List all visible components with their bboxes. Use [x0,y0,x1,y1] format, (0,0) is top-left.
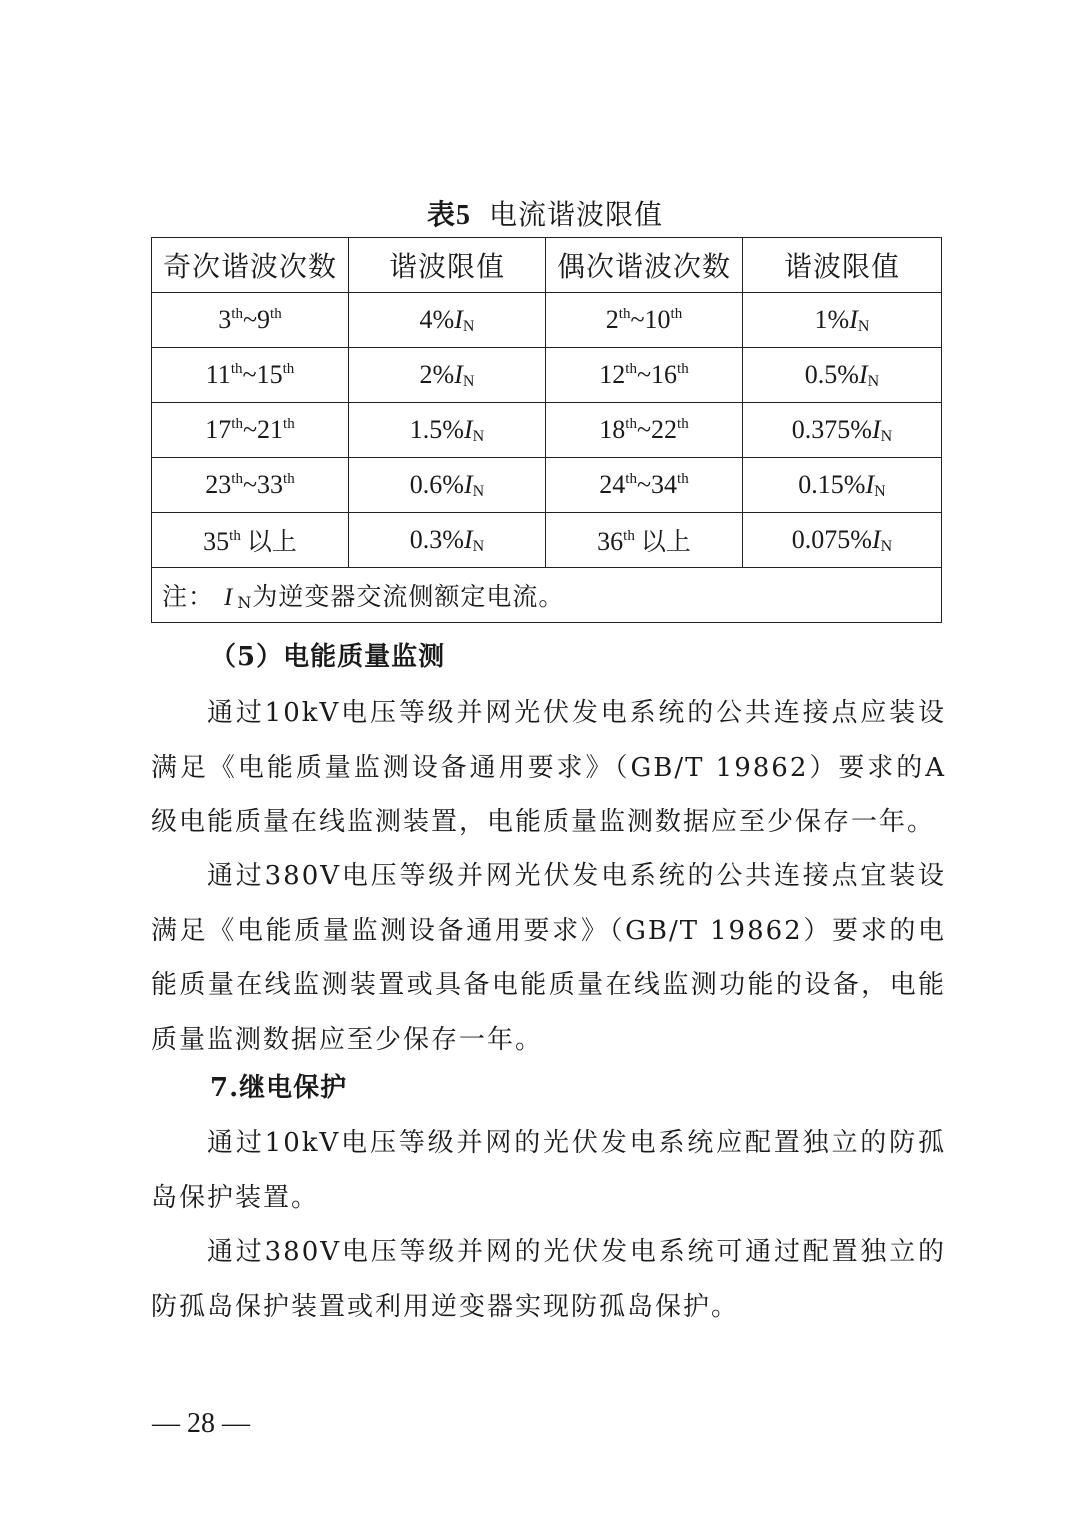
odd-limit-value: 0.3% [409,525,464,554]
odd-order-from: 17 [205,415,232,444]
ordinal-suffix: th [270,306,282,322]
unit-subscript: N [462,373,475,390]
range-separator: ~ [636,415,652,444]
section-heading-relay-protection: 7.继电保护 [210,1073,348,1103]
note-prefix: 注： [162,582,215,611]
even-limit-value: 0.375% [791,415,872,444]
odd-limit-value: 4% [419,305,455,334]
ordinal-suffix: th [677,361,689,377]
header-odd-order: 奇次谐波次数 [152,238,349,293]
paragraph-power-quality-380v: 通过380V电压等级并网光伏发电系统的公共连接点宜装设满足《电能质量监测设备通用要求》（GB/T 19862）要求的电能质量在线监测装置或具备电能质量在线监测功能的设备，电能质量监测数据应至少保存一年。 [151,861,946,1055]
table-row [152,513,942,568]
odd-limit-value: 2% [419,360,455,389]
odd-order-cell [152,403,349,458]
odd-order-to: 9 [257,305,271,334]
even-limit-cell [743,513,942,568]
ordinal-suffix: th [618,306,631,322]
even-limit-value: 0.075% [791,525,872,554]
header-even-order: 偶次谐波次数 [546,238,743,293]
section-heading-power-quality: （5）电能质量监测 [210,642,446,672]
odd-order-cell [152,458,349,513]
odd-order-to: 21 [257,415,284,444]
even-order-to: 22 [651,415,678,444]
table-row [152,458,942,513]
harmonic-limit-table [151,237,942,623]
unit-symbol: I [454,305,463,334]
odd-order-to: 15 [256,360,283,389]
unit-subscript: N [867,373,880,390]
even-order-from: 12 [599,360,626,389]
table-caption [0,192,1080,239]
unit-symbol: I [454,360,463,389]
even-order-cell [546,513,743,568]
note-text: 为逆变器交流侧额定电流。 [252,582,565,611]
even-order-to: 16 [651,360,678,389]
odd-limit-value: 1.5% [409,415,464,444]
note-unit-symbol: I [224,584,234,611]
range-separator: ~ [636,470,652,499]
range-separator: ~ [242,415,258,444]
table-header-row [152,238,942,293]
paragraph-power-quality-10kv: 通过10kV电压等级并网光伏发电系统的公共连接点应装设满足《电能质量监测设备通用要求》（GB/T 19862）要求的A级电能质量在线监测装置，电能质量监测数据应至少保存一年。 [151,698,946,837]
even-order-to: 34 [651,470,678,499]
paragraph-relay-10kv: 通过10kV电压等级并网的光伏发电系统应配置独立的防孤岛保护装置。 [151,1128,946,1213]
ordinal-suffix: th [231,416,243,432]
table-caption-number: 表5 [426,200,471,231]
ordinal-suffix: th [230,361,243,377]
ordinal-suffix: th [623,528,635,544]
unit-subscript: N [857,318,870,335]
note-unit-subscript: N [237,593,253,612]
even-limit-value: 1% [814,305,850,334]
ordinal-suffix: th [282,361,295,377]
even-limit-cell [743,348,942,403]
ordinal-suffix: th [231,306,243,322]
table-body [152,293,942,568]
paragraph-relay-380v: 通过380V电压等级并网的光伏发电系统可通过配置独立的防孤岛保护装置或利用逆变器实现防孤岛保护。 [151,1237,946,1322]
table-note [152,568,942,623]
header-odd-limit: 谐波限值 [349,238,546,293]
unit-subscript: N [472,428,485,445]
range-separator: ~ [636,360,652,389]
odd-order-from: 35 [203,527,230,556]
ordinal-suffix: th [283,416,295,432]
even-order-from: 18 [599,415,626,444]
table-row [152,348,942,403]
odd-order-from: 3 [218,305,232,334]
ordinal-suffix: th [625,361,637,377]
even-order-from: 2 [605,305,619,334]
even-order-from: 36 [597,527,624,556]
even-limit-cell [743,403,942,458]
odd-limit-cell [349,293,546,348]
unit-subscript: N [880,428,893,445]
unit-subscript: N [880,538,893,555]
unit-symbol: I [463,525,473,554]
odd-order-from: 23 [205,470,232,499]
ordinal-suffix: th [677,471,689,487]
unit-symbol: I [463,415,473,444]
even-order-cell [546,458,743,513]
range-separator: ~ [630,305,645,334]
odd-limit-cell [349,403,546,458]
odd-limit-cell [349,348,546,403]
even-order-from: 24 [599,470,626,499]
ordinal-suffix: th [677,416,689,432]
ordinal-suffix: th [231,471,243,487]
odd-order-cell [152,293,349,348]
table-note-row [152,568,942,623]
odd-order-from: 11 [205,360,231,389]
even-order-to: 10 [644,305,671,334]
unit-subscript: N [462,318,475,335]
even-limit-cell [743,293,942,348]
unit-subscript: N [472,538,485,555]
odd-order-to: 33 [257,470,284,499]
ordinal-suffix: th [670,306,683,322]
range-separator: ~ [242,305,258,334]
odd-limit-cell [349,458,546,513]
even-order-cell [546,403,743,458]
table-row [152,293,942,348]
unit-symbol: I [849,305,858,334]
unit-symbol: I [858,360,868,389]
range-separator: ~ [242,470,258,499]
even-limit-cell [743,458,942,513]
range-separator: ~ [242,360,257,389]
unit-symbol: I [463,470,473,499]
even-order-cell [546,348,743,403]
table-caption-title: 电流谐波限值 [489,198,664,231]
ordinal-suffix: th [283,471,295,487]
unit-subscript: N [874,483,886,500]
odd-order-above: 以上 [246,527,297,556]
ordinal-suffix: th [625,471,637,487]
unit-symbol: I [865,470,875,499]
unit-symbol: I [871,525,881,554]
ordinal-suffix: th [625,416,637,432]
odd-limit-value: 0.6% [409,470,464,499]
even-order-above: 以上 [640,527,691,556]
odd-limit-cell [349,513,546,568]
page-number: — 28 — [152,1408,250,1439]
unit-symbol: I [871,415,881,444]
odd-order-cell [152,348,349,403]
even-limit-value: 0.5% [804,360,859,389]
header-even-limit: 谐波限值 [743,238,942,293]
ordinal-suffix: th [229,528,241,544]
even-order-cell [546,293,743,348]
even-limit-value: 0.15% [798,470,866,499]
odd-order-cell [152,513,349,568]
table-row [152,403,942,458]
unit-subscript: N [472,483,485,500]
